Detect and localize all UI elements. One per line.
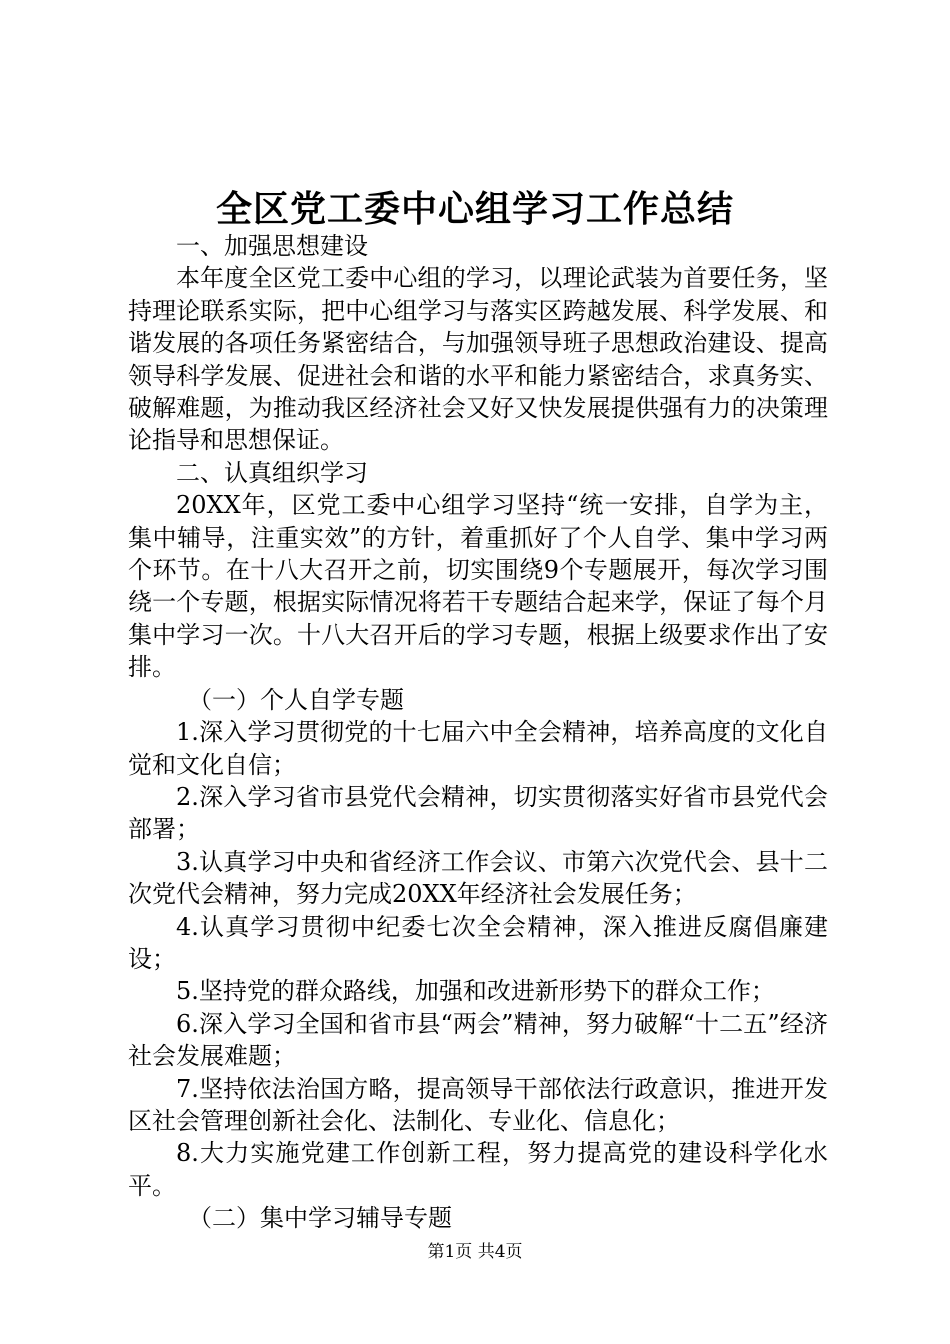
section-heading-1: 一、加强思想建设 (176, 232, 368, 260)
document-title: 全区党工委中心组学习工作总结 (215, 188, 734, 230)
subsection-heading-1: （一）个人自学专题 (188, 685, 404, 714)
document-body (128, 230, 828, 1235)
list-item-5: 5.坚持党的群众路线，加强和改进新形势下的群众工作； (176, 977, 775, 1006)
list-item-6: 6.深入学习全国和省市县“两会”精神，努力破解“十二五”经济社会发展难题； (128, 1009, 828, 1071)
paragraph-1: 本年度全区党工委中心组的学习，以理论武装为首要任务，坚持理论联系实际，把中心组学习与落实区跨越发展、科学发展、和谐发展的各项任务紧密结合，与加强领导班子思想政治建设、提高领导科学发展、促进社会和谐的水平和能力紧密结合，求真务实、破解难题，为推动我区经济社会又好又快发展提供强有力的决策理论指导和思想保证。 (128, 264, 828, 455)
list-item-2: 2.深入学习省市县党代会精神，切实贯彻落实好省市县党代会部署； (128, 782, 828, 844)
list-item-3: 3.认真学习中央和省经济工作会议、市第六次党代会、县十二次党代会精神，努力完成20XX年经济社会发展任务； (128, 847, 828, 909)
paragraph-2: 20XX年，区党工委中心组学习坚持“统一安排，自学为主，集中辅导，注重实效”的方针，着重抓好了个人自学、集中学习两个环节。在十八大召开之前，切实围绕9个专题展开，每次学习围绕一个专题，根据实际情况将若干专题结合起来学，保证了每个月集中学习一次。十八大召开后的学习专题，根据上级要求作出了安排。 (128, 491, 828, 682)
list-item-8: 8.大力实施党建工作创新工程，努力提高党的建设科学化水平。 (128, 1139, 828, 1200)
list-item-1: 1.深入学习贯彻党的十七届六中全会精神，培养高度的文化自觉和文化自信； (128, 718, 828, 779)
section-heading-2: 二、认真组织学习 (176, 458, 368, 487)
list-item-7: 7.坚持依法治国方略，提高领导干部依法行政意识，推进开发区社会管理创新社会化、法制化、专业化、信息化； (128, 1074, 828, 1135)
page-footer: 第1页 共4页 (427, 1242, 523, 1262)
list-item-4: 4.认真学习贯彻中纪委七次全会精神，深入推进反腐倡廉建设； (128, 912, 828, 973)
subsection-heading-2: （二）集中学习辅导专题 (188, 1204, 452, 1233)
